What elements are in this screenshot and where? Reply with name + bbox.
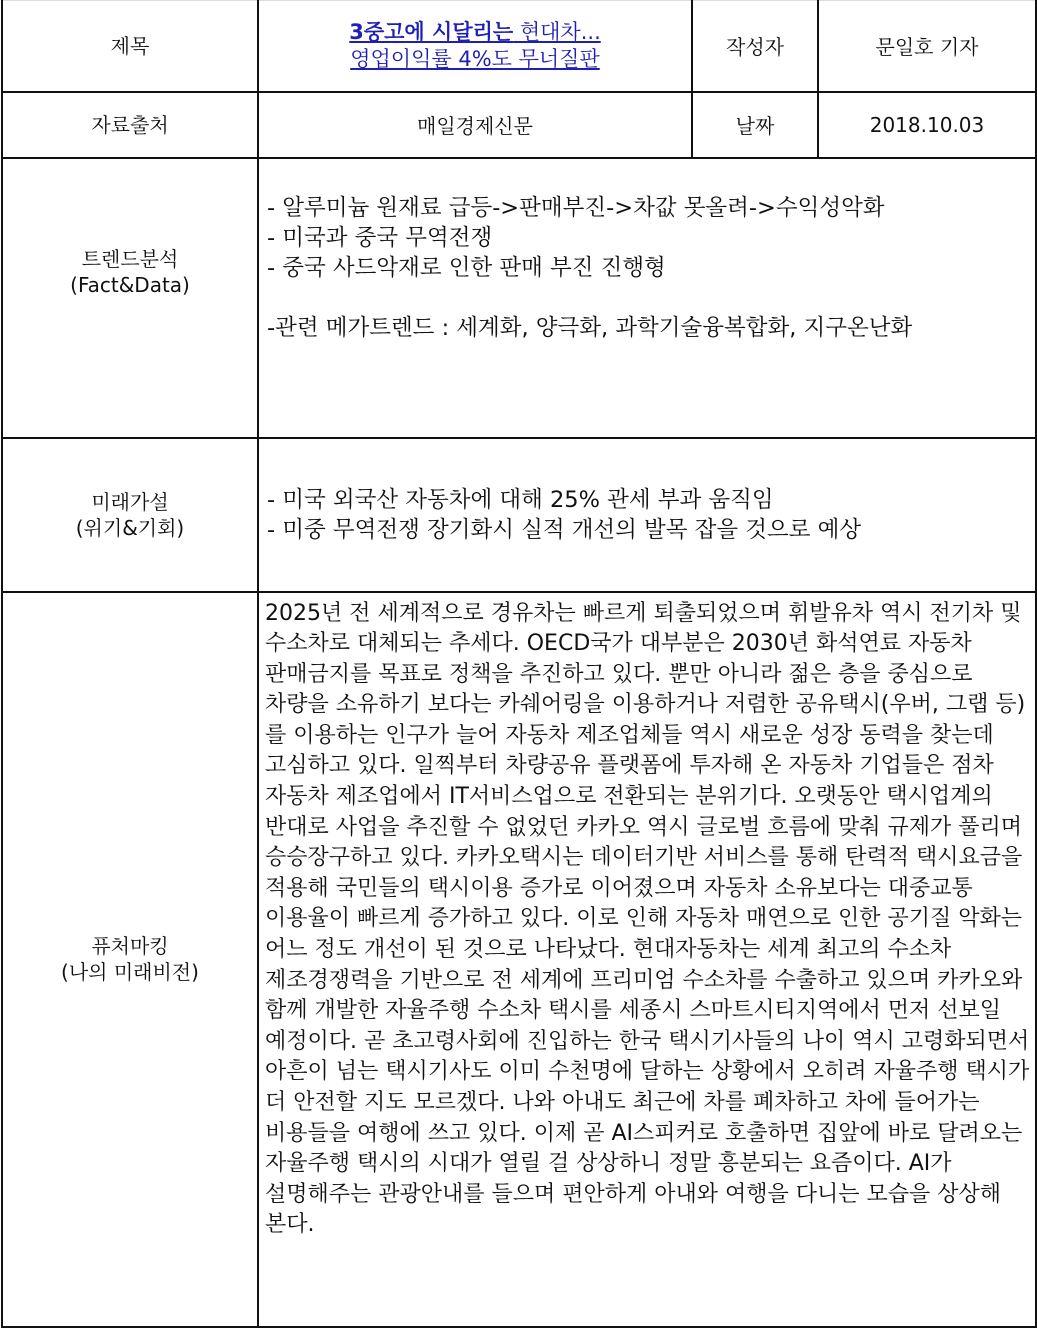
trend-label-cell	[2, 158, 258, 438]
date-label: 날짜	[735, 114, 775, 138]
hypothesis-label-cell	[2, 438, 258, 592]
trend-sublabel: (Fact&Data)	[70, 272, 190, 297]
row-trend	[2, 158, 1036, 438]
title-rest-part: 현대차...	[513, 19, 601, 44]
source-value: 매일경제신문	[417, 114, 533, 138]
trend-content-cell	[258, 158, 1036, 438]
author-label-cell	[692, 1, 818, 92]
trend-label: 트렌드분석	[81, 246, 179, 271]
future-label-cell	[2, 592, 258, 1327]
hypothesis-content-cell	[258, 438, 1036, 592]
title-label: 제목	[110, 33, 150, 58]
row-title	[2, 1, 1036, 92]
trend-item: - 중국 사드악재로 인한 판매 부진 진행형	[267, 254, 666, 281]
author-label: 작성자	[726, 35, 784, 60]
hypothesis-item: - 미국 외국산 자동차에 대해 25% 관세 부과 움직임	[267, 486, 774, 513]
hypothesis-label: 미래가설	[91, 489, 169, 514]
title-label-cell	[2, 1, 258, 92]
article-title-link[interactable]	[349, 19, 601, 73]
author-value-cell	[818, 1, 1036, 92]
date-value: 2018.10.03	[869, 112, 985, 137]
future-essay-text: 2025년 전 세계적으로 경유차는 빠르게 퇴출되었으며 휘발유차 역시 전기차 및 수소차로 대체되는 추세다. OECD국가 대부분은 2030년 화석연료 자동차 판매금지를 목표로 정책을 추진하고 있다. 뿐만 아니라 젊은 층을 중심으로 차량을 소유하기 보다는 카쉐어링을 이용하거나 저렴한 공유택시(우버, 그랩 등)를 이용하는 인구가 늘어 자동차 제조업체들 역시 새로운 성장 동력을 찾는데 고심하고 있다. 일찍부터 차량공유 플랫폼에 투자해 온 자동차 기업들은 점차 자동차 제조업에서 IT서비스업으로 전환되는 분위기다. 오랫동안 택시업계의 반대로 사업을 추진할 수 없었던 카카오 역시 글로벌 흐름에 맞춰 규제가 풀리며 승승장구하고 있다. 카카오택시는 데이터기반 서비스를 통해 탄력적 택시요금을 적용해 국민들의 택시이용 증가로 이어졌으며 자동차 소유보다는 대중교통 이용율이 빠르게 증가하고 있다. 이로 인해 자동차 매연으로 인한 공기질 악화는 어느 정도 개선이 된 것으로 나타났다. 현대자동차는 세계 최고의 수소차 제조경쟁력을 기반으로 전 세계에 프리미엄 수소차를 수출하고 있으며 카카오와 함께 개발한 자율주행 수소차 택시를 세종시 스마트시티지역에서 먼저 선보일 예정이다. 곧 초고령사회에 진입하는 한국 택시기사들의 나이 역시 고령화되면서 아흔이 넘는 택시기사도 이미 수천명에 달하는 상황에서 오히려 자율주행 택시가 더 안전할 지도 모르겠다. 나와 아내도 최근에 차를 폐차하고 차에 들어가는 비용들을 여행에 쓰고 있다. 이제 곧 AI스피커로 호출하면 집앞에 바로 달려오는 자율주행 택시의 시대가 열릴 걸 상상하니 정말 흥분되는 요즘이다. AI가 설명해주는 관광안내를 들으며 편안하게 아내와 여행을 다니는 모습을 상상해 본다.	[265, 600, 1030, 1238]
date-value-cell	[818, 92, 1036, 158]
trend-item: - 알루미늄 원재료 급등->판매부진->차값 못올려->수익성악화	[267, 194, 885, 221]
future-content-cell	[258, 592, 1036, 1327]
title-bold-part: 3중고에 시달리는	[349, 19, 514, 44]
title-value-cell	[258, 1, 692, 92]
row-hypothesis	[2, 438, 1036, 592]
future-sublabel: (나의 미래비전)	[61, 960, 199, 984]
title-line2: 영업이익률 4%도 무너질판	[350, 46, 600, 71]
row-source	[2, 92, 1036, 158]
hypothesis-sublabel: (위기&기회)	[75, 515, 185, 540]
news-analysis-table	[1, 0, 1037, 1328]
date-label-cell	[692, 92, 818, 158]
author-value: 문일호 기자	[875, 35, 979, 60]
trend-item: - 미국과 중국 무역전쟁	[267, 224, 493, 251]
hypothesis-item: - 미중 무역전쟁 장기화시 실적 개선의 발목 잡을 것으로 예상	[267, 516, 862, 543]
row-future	[2, 592, 1036, 1327]
future-label: 퓨처마킹	[91, 934, 169, 958]
source-label-cell	[2, 92, 258, 158]
source-label: 자료출처	[91, 112, 169, 137]
megatrend-line: -관련 메가트렌드 : 세계화, 양극화, 과학기술융복합화, 지구온난화	[267, 314, 913, 341]
source-value-cell	[258, 92, 692, 158]
